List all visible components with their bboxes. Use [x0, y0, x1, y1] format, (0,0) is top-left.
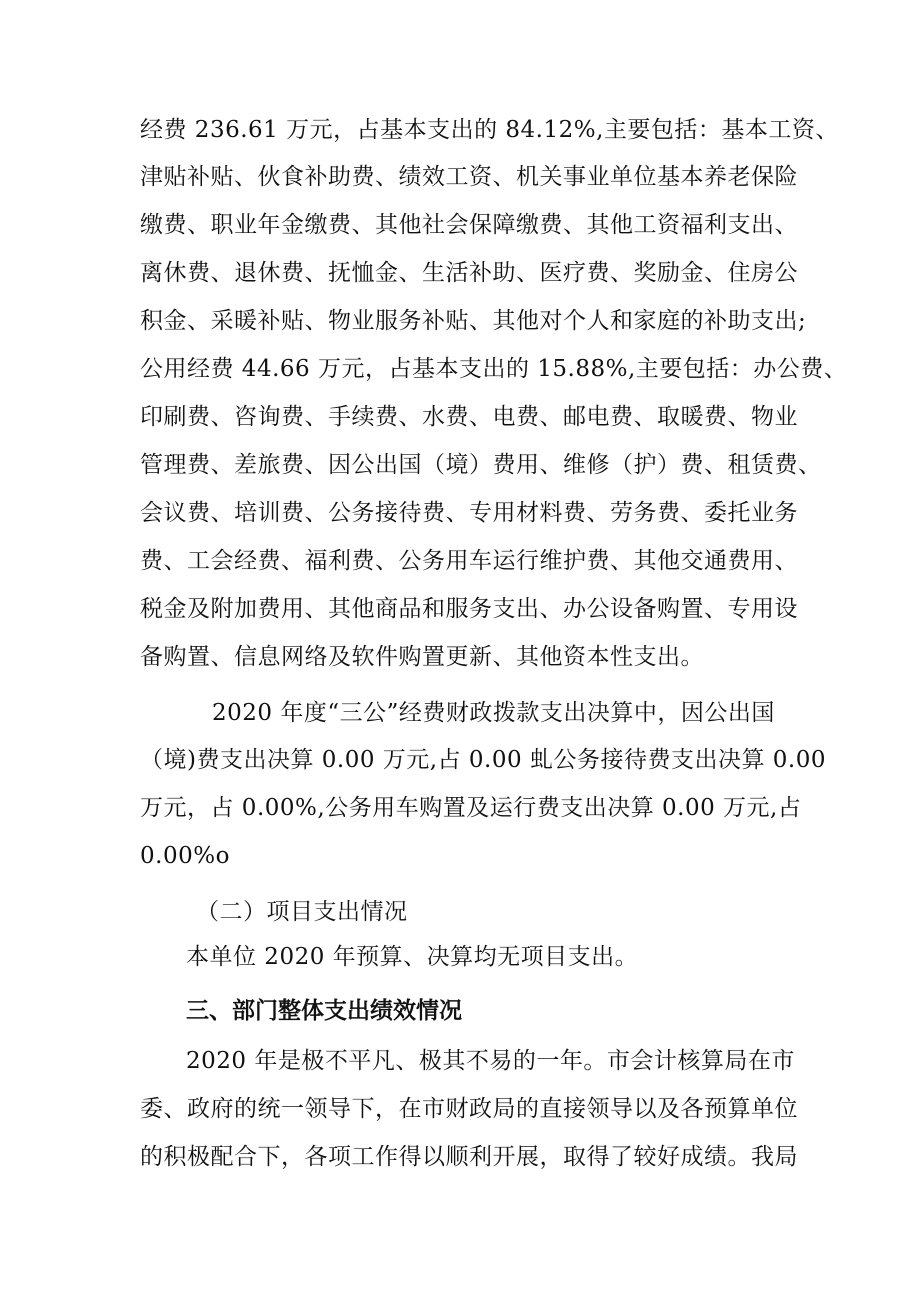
body-line-11: 税金及附加费用、其他商品和服务支出、办公设备购置、专用设: [140, 596, 798, 622]
sangong-line-3: 万元，占 0.00%,公务用车购置及运行费支出决算 0.00 万元,占: [140, 795, 802, 821]
performance-line-1: 2020 年是极不平凡、极其不易的一年。市会计核算局在市: [186, 1048, 795, 1074]
body-line-10: 费、工会经费、福利费、公务用车运行维护费、其他交通费用、: [140, 548, 798, 574]
sangong-line-2: （境)费支出决算 0.00 万元,占 0.00 虬公务接待费支出决算 0.00: [140, 747, 826, 773]
section-heading: 三、部门整体支出绩效情况: [186, 998, 462, 1024]
body-line-3: 缴费、职业年金缴费、其他社会保障缴费、其他工资福利支出、: [140, 212, 798, 238]
body-line-4: 离休费、退休费、抚恤金、生活补助、医疗费、奖励金、住房公: [140, 260, 798, 286]
performance-line-2: 委、政府的统一领导下，在市财政局的直接领导以及各预算单位: [140, 1096, 798, 1122]
body-line-8: 管理费、差旅费、因公出国（境）费用、维修（护）费、租赁费、: [140, 452, 822, 478]
body-line-1: 经费 236.61 万元，占基本支出的 84.12%,主要包括：基本工资、: [140, 117, 839, 143]
body-line-12: 备购置、信息网络及软件购置更新、其他资本性支出。: [140, 644, 704, 670]
subsection-heading: （二）项目支出情况: [196, 899, 408, 925]
body-line-2: 津贴补贴、伙食补助费、绩效工资、机关事业单位基本养老保险: [140, 164, 798, 190]
sangong-line-1: 2020 年度“三公”经费财政拨款支出决算中，因公出国: [212, 700, 775, 726]
body-line-5: 积金、采暖补贴、物业服务补贴、其他对个人和家庭的补助支出;: [140, 308, 807, 334]
body-line-6: 公用经费 44.66 万元，占基本支出的 15.88%,主要包括：办公费、: [140, 356, 848, 382]
project-expense-line: 本单位 2020 年预算、决算均无项目支出。: [186, 944, 639, 970]
body-line-7: 印刷费、咨询费、手续费、水费、电费、邮电费、取暖费、物业: [140, 404, 798, 430]
body-line-9: 会议费、培训费、公务接待费、专用材料费、劳务费、委托业务: [140, 500, 798, 526]
performance-line-3: 的积极配合下，各项工作得以顺利开展，取得了较好成绩。我局: [140, 1144, 798, 1170]
sangong-line-4: 0.00%o: [140, 843, 230, 869]
